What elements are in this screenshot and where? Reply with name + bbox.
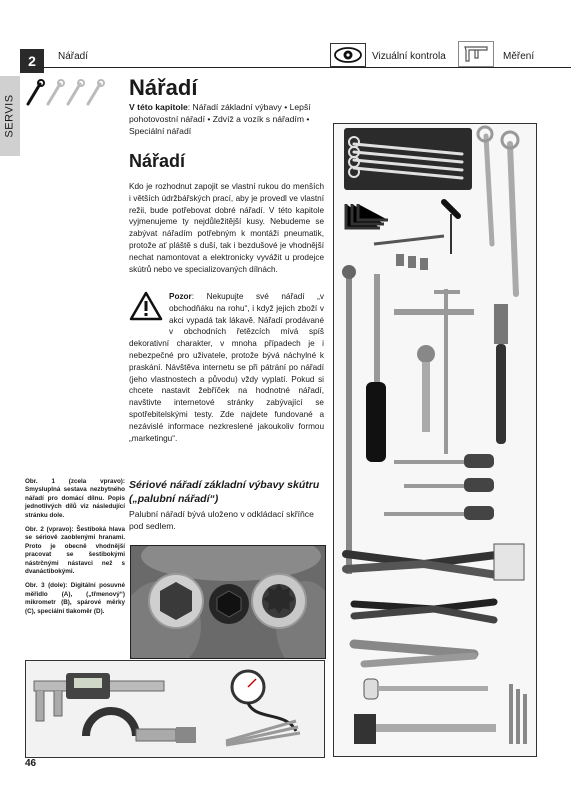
measuring-tools-photo <box>25 660 325 758</box>
figure-captions <box>25 478 125 622</box>
tool-set-photo <box>333 123 537 757</box>
chapter-number: 2 <box>20 49 44 73</box>
side-tab <box>0 76 20 156</box>
eye-icon <box>330 43 366 67</box>
page-number: 46 <box>25 758 37 769</box>
caption-1: Obr. 1 (zcela vpravo): Smysluplná sestava nezbytného nářadí pro domácí dílnu. Popis jednotlivých dílů viz následující stránku dole. <box>25 478 125 519</box>
warning-label: Pozor <box>169 292 192 301</box>
caption-2: Obr. 2 (vpravo): Šestiboká hlava se sériově zaoblenými hranami. Proto je obecně vhodnější pracovat se šestibokými nástrčnými nástavci než s dvanáctibokými. <box>25 526 125 576</box>
intro-label: V této kapitole <box>129 102 188 112</box>
measurement-label: Měření <box>503 51 535 62</box>
warning-icon <box>129 291 163 326</box>
visual-check-label: Vizuální kontrola <box>372 51 446 62</box>
intro-text: : Nářadí základní výbavy • Lepší pohotovostní nářadí • Zdvíž a vozík s nářadím • Speciální nářadí <box>129 102 311 136</box>
paragraph-1: Kdo je rozhodnut zapojit se vlastní rukou do menších i větších údržbářských prací, aby je provedl ve vlastní režii, bude potřebovat dobré nářadí. V této kapitole vyjmenujeme ty nejdůležitější kusy. Nebudeme se zabývat nářadím potřebným k montáži pneumatik, protože ať pláště s duší, tak i bezdušové je vhodnější nechat namontovat a elektronicky vyvážit u prodejce skútrů nebo ve specializovaných dílnách. <box>129 182 324 274</box>
page-title: Nářadí <box>129 75 198 100</box>
header-rule <box>36 67 571 68</box>
chapter-name: Nářadí <box>58 51 89 62</box>
wrench-icon <box>24 78 114 113</box>
paragraph-3: Palubní nářadí bývá uloženo v odkládací skříňce pod sedlem. <box>129 509 314 531</box>
caption-3: Obr. 3 (dole): Digitální posuvné měřidlo (A), („třmenový“) mikrometr (B), spárové měrky (C), speciální tlakoměr (D). <box>25 582 125 615</box>
subsection-title: Sériové nářadí základní výbavy skútru („palubní nářadí“) <box>129 479 320 505</box>
chapter-intro <box>129 101 324 137</box>
caliper-icon <box>458 41 494 67</box>
section-title: Nářadí <box>129 151 186 171</box>
side-tab-label: SERVIS <box>4 94 16 138</box>
warning-text: : Nekupujte své nářadí „v obchodňáku na rohu“, i když jejich zboží v akci vypadá tak lákavě. Nářadí prodávané v obchodních řetězcích mívá spíš dekorativní charakter, v mnoha případech je i nebezpečné pro uživatele, protože bývá náchylné k praskání. Návštěva internetu se při pátrání po nářadí (jeho vlastnostech a původu) vždy vyplatí. Pokud si chcete nastavit žebříček na hodnotné nářadí, navštivte internetové stránky zabývající se spotřebitelskými testy. Zde najdete fundované a nezávislé informace nezkreslené jakoukoliv formou „marketingu“. <box>129 292 324 443</box>
sockets-photo <box>130 545 326 659</box>
